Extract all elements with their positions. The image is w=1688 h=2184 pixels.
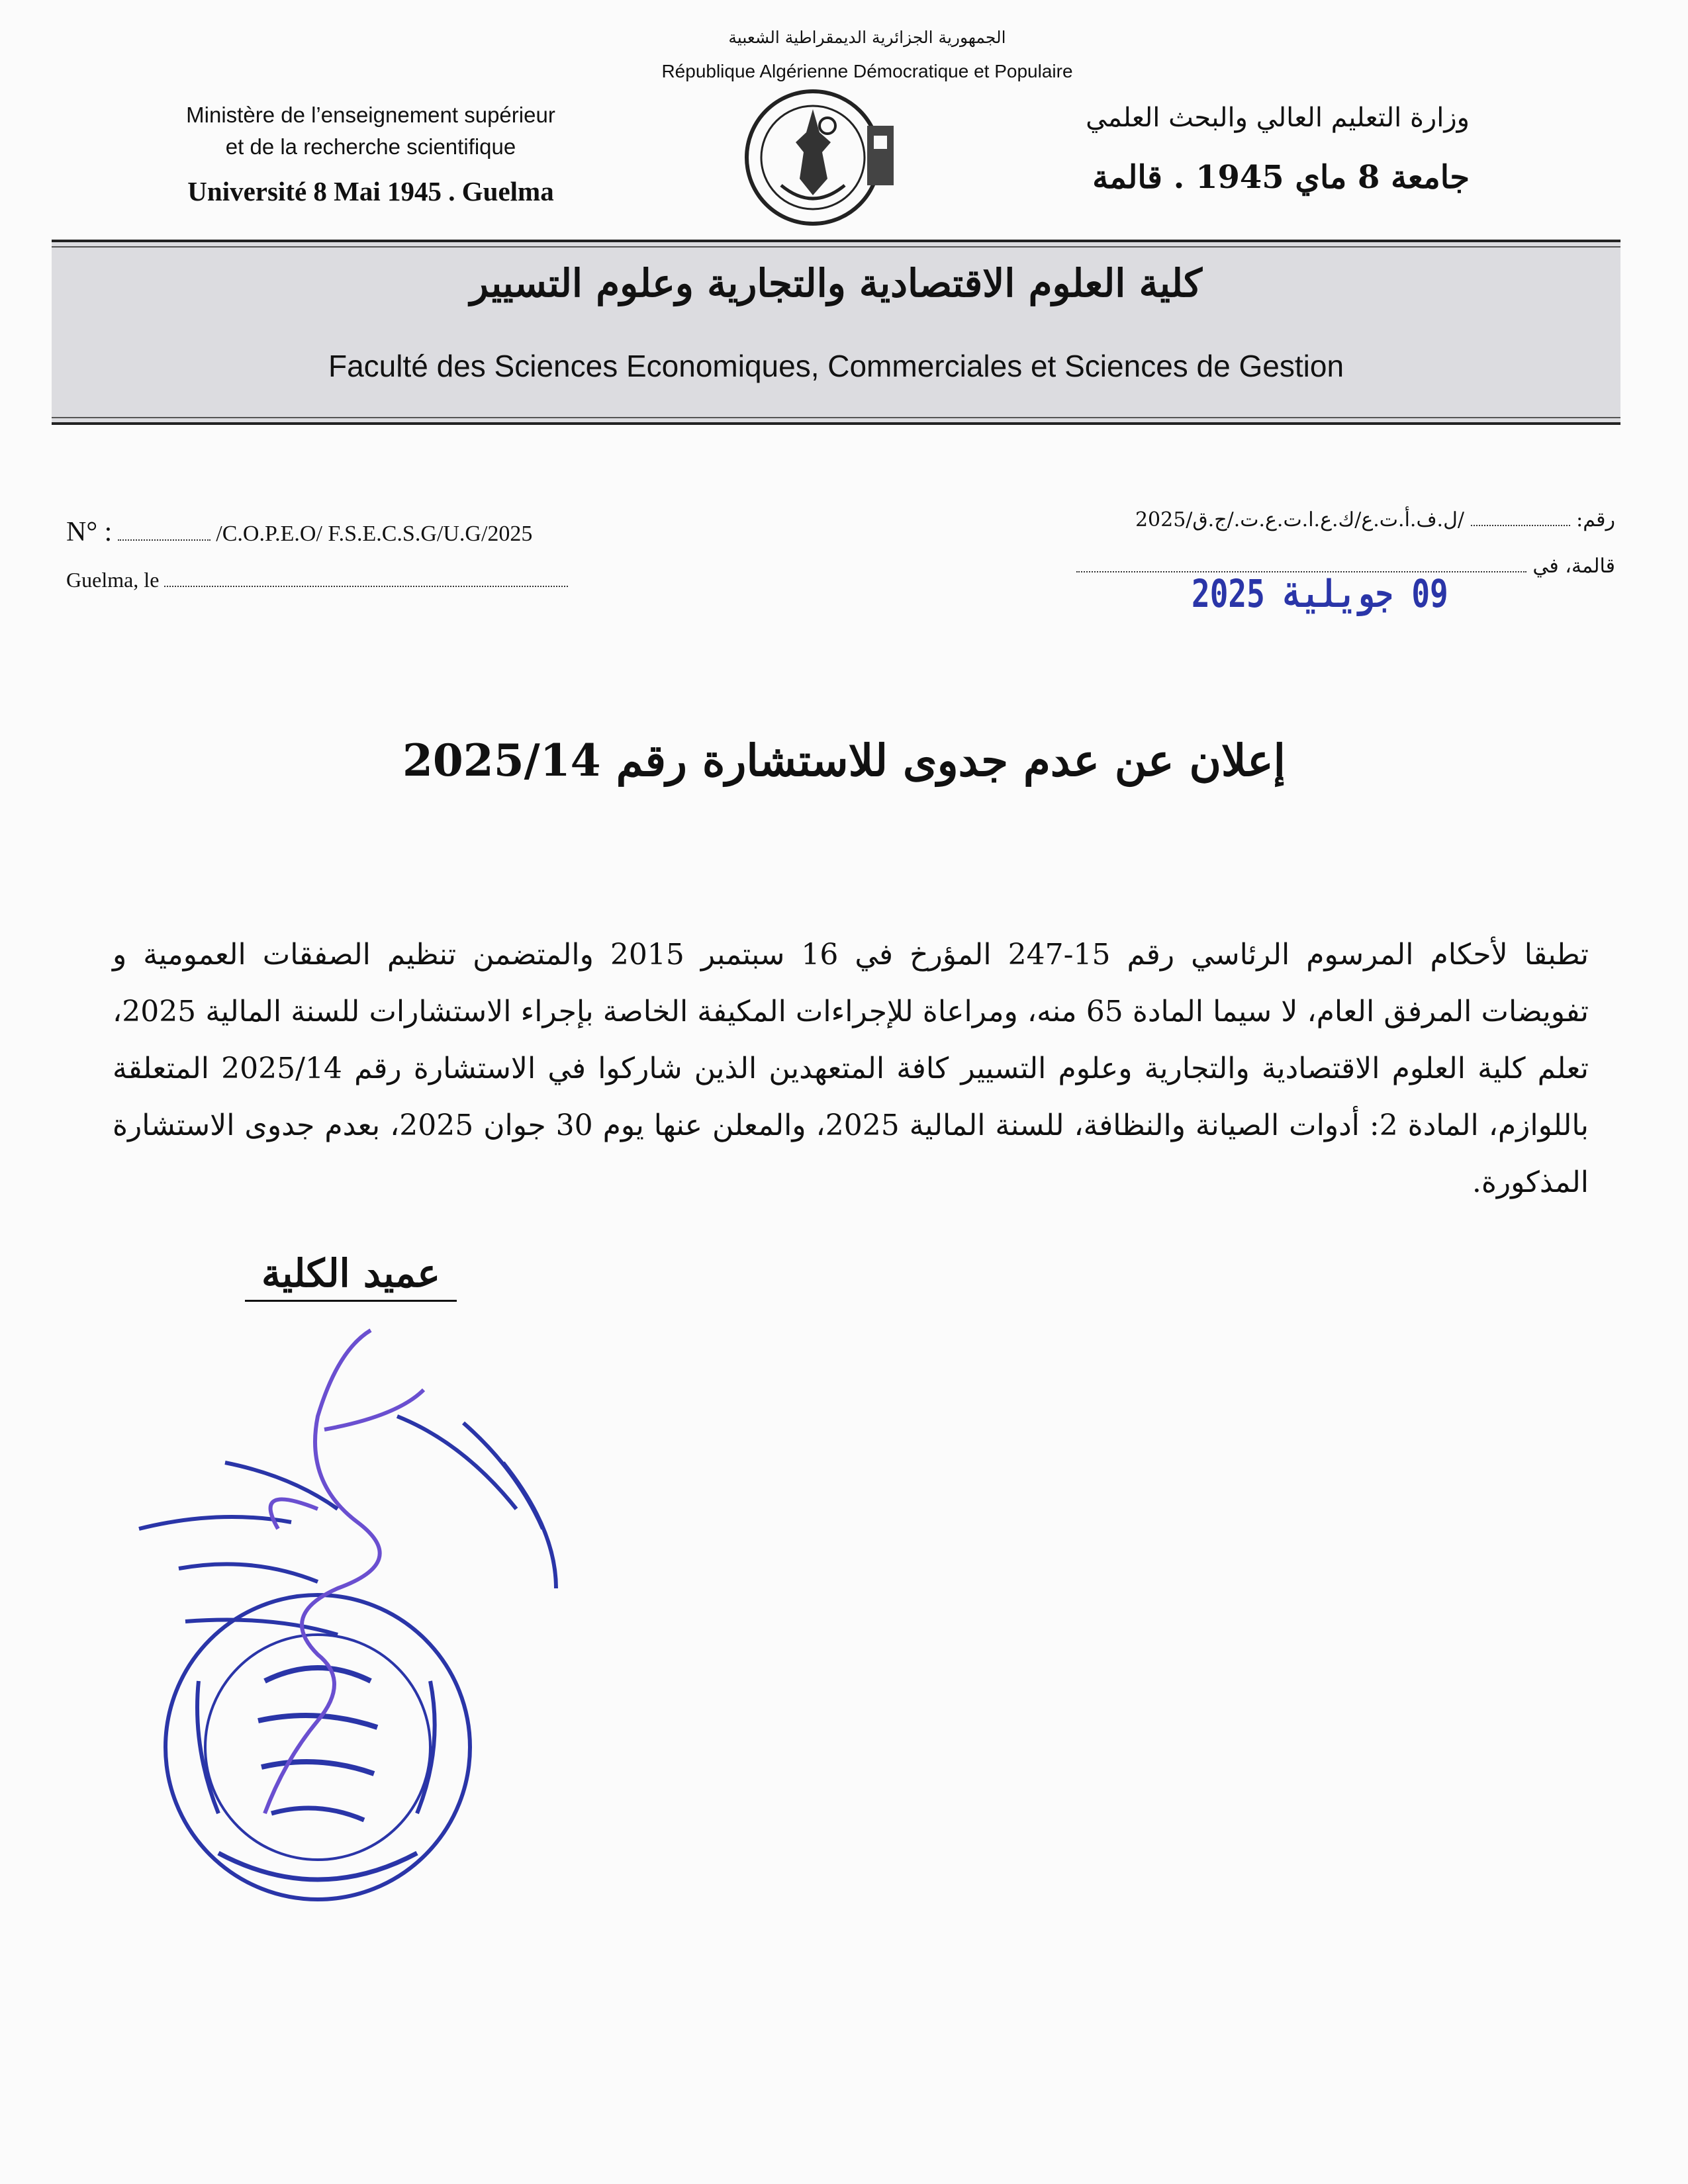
reference-date-label-ar: قالمة، في [1532,555,1615,578]
ministry-fr [132,99,609,163]
ministry-fr-line1: Ministère de l’enseignement supérieur [186,103,555,127]
reference-date-blank [164,586,568,587]
faculty-name-fr: Faculté des Sciences Economiques, Commerciales et Sciences de Gestion [328,349,1344,383]
reference-number-suffix: /C.O.P.E.O/ F.S.E.C.S.G/U.G/2025 [216,522,533,546]
reference-date-label: Guelma, le [66,568,160,592]
university-logo [735,79,900,232]
document-title: إعلان عن عدم جدوى للاستشارة رقم 2025/14 [402,735,1286,786]
reference-number-fr [66,516,532,548]
ministry-fr-line2: et de la recherche scientifique [225,134,516,159]
reference-number-label: N° : [66,517,113,547]
reference-number-suffix-ar: /ل.ف.أ.ت.ع/ك.ع.ا.ت.ع.ت./ج.ق/2025 [1135,508,1464,531]
official-seal-and-signature [119,1310,622,1972]
university-ar: جامعة 8 ماي 1945 . قالمة [1092,159,1470,196]
ministry-ar: وزارة التعليم العالي والبحث العلمي [1086,103,1470,133]
republic-ar: الجمهورية الجزائرية الديمقراطية الشعبية [728,28,1006,47]
reference-date-fr [66,568,568,592]
round-seal [165,1595,470,1899]
reference-number-label-ar: رقم: [1576,508,1615,531]
faculty-banner [52,240,1620,425]
reference-number-blank [118,539,211,541]
faculty-name-ar: كلية العلوم الاقتصادية والتجارية وعلوم التسيير [469,261,1203,306]
stamped-date: 09 جويلية 2025 [1192,571,1448,616]
body-paragraph: تطبقا لأحكام المرسوم الرئاسي رقم 15-247 المؤرخ في 16 سبتمبر 2015 والمتضمن تنظيم الصفقات العمومية و تفويضات المرفق العام، لا سيما المادة 65 منه، ومراعاة للإجراءات المكيفة الخاصة بإجراء الاستشارات للسنة المالية 2025، تعلم كلية العلوم الاقتصادية والتجارية وعلوم التسيير كافة المتعهدين الذين شاركوا في الاستشارة رقم 2025/14 المتعلقة باللوازم، المادة 2: أدوات الصيانة والنظافة، للسنة المالية 2025، والمعلن عنها يوم 30 جوان 2025، بعدم جدوى الاستشارة المذكورة. [113,938,1589,1199]
republic-fr: République Algérienne Démocratique et Populaire [661,61,1073,81]
university-fr: Université 8 Mai 1945 . Guelma [187,176,554,206]
reference-number-blank-ar [1471,525,1570,526]
dean-title: عميد الكلية [245,1251,457,1302]
text-stamp [139,1416,556,1635]
reference-number-ar [1033,508,1615,531]
